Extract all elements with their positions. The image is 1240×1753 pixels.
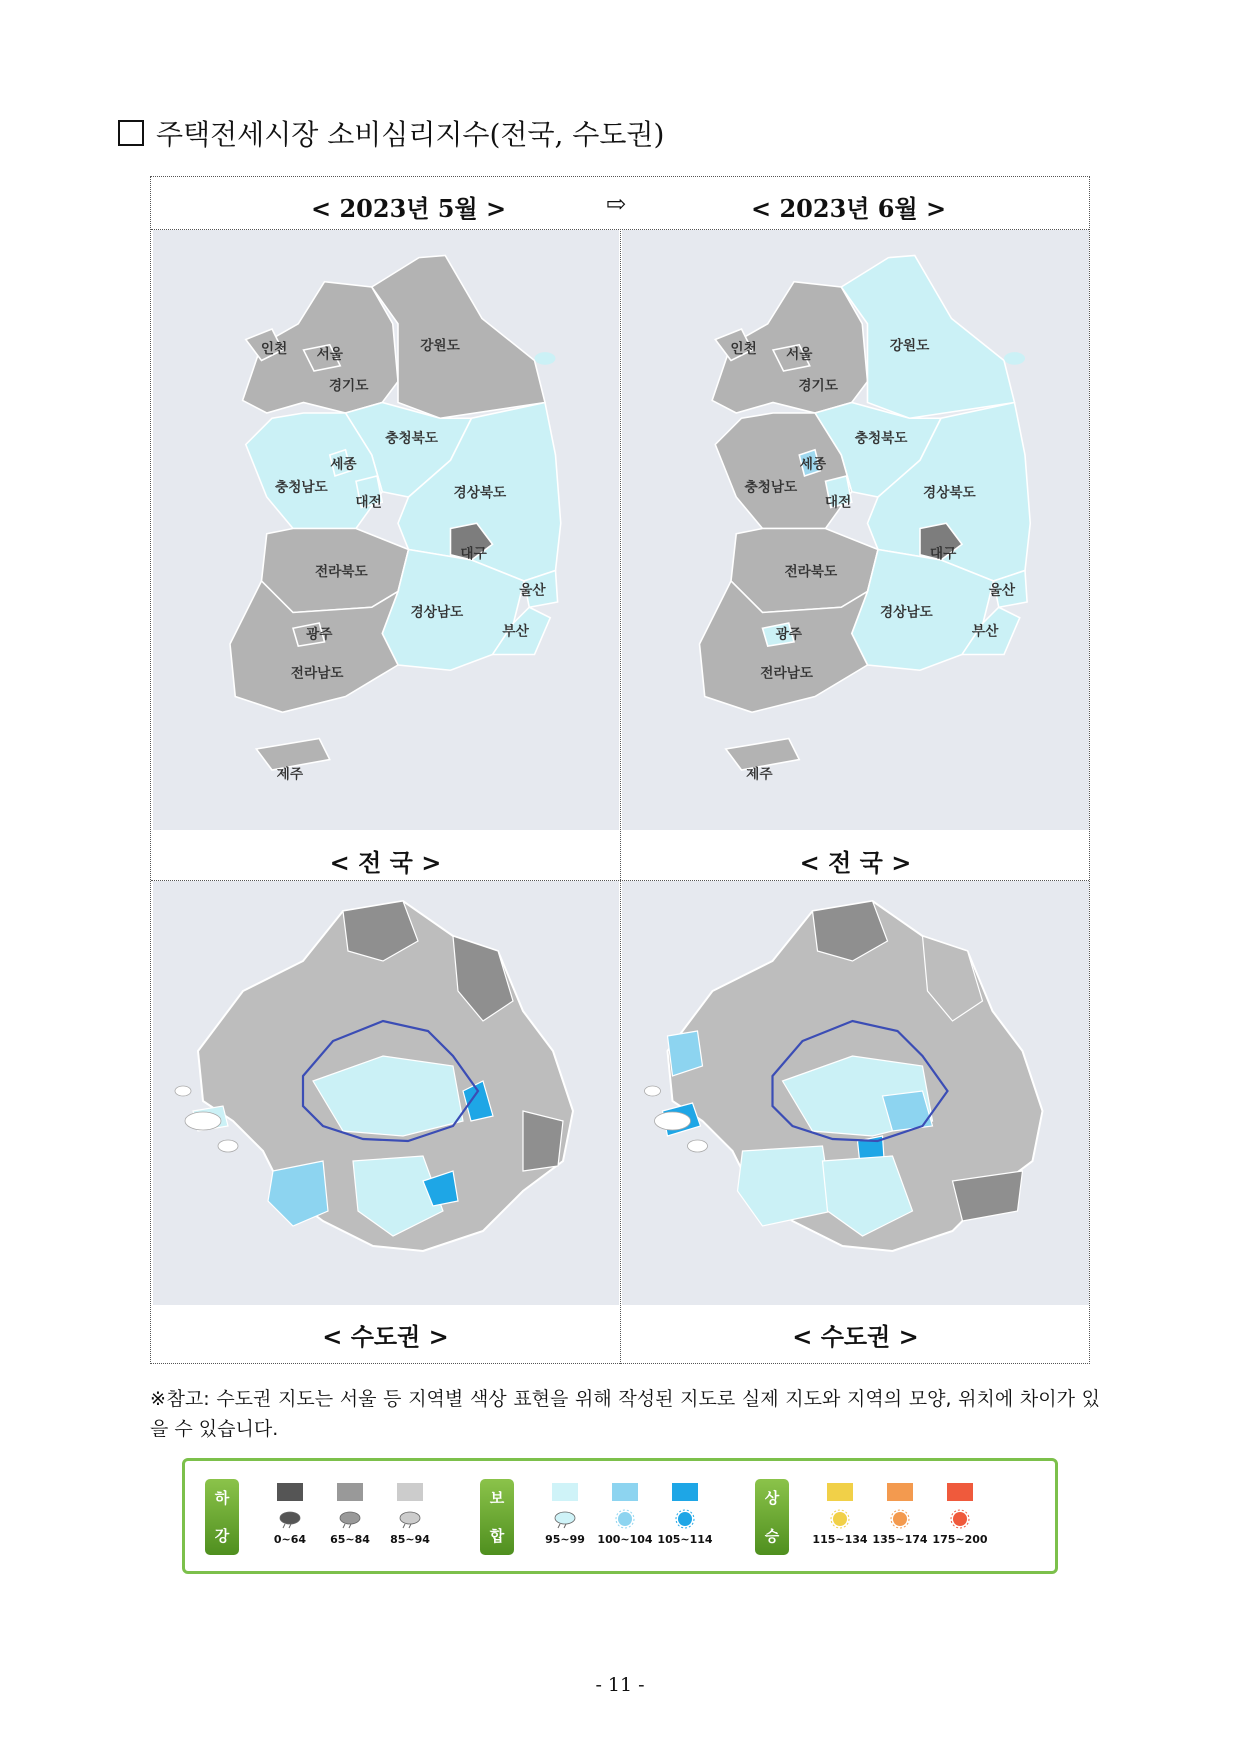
capital-map-may [153,881,619,1305]
district-5 [738,1146,833,1226]
label-sejong: 세종 [330,456,357,473]
arrow-right-icon: ⇨ [606,189,627,218]
legend-swatch [277,1483,303,1501]
island-0 [655,1112,691,1130]
index-legend [182,1458,1058,1574]
label-jeonbuk: 전라북도 [784,563,838,580]
region-gangwon [372,256,545,419]
legend-item [655,1483,715,1546]
label-jeonbuk: 전라북도 [314,563,368,580]
caption-national-june: < 전 국 > [799,848,912,877]
label-chungbuk: 충청북도 [385,430,439,447]
caption-capital-may: < 수도권 > [322,1322,449,1351]
legend-tag-char: 보 [489,1489,505,1507]
korea-map-june [622,230,1089,830]
legend-swatch [552,1483,578,1501]
checkbox-square-icon [118,120,144,146]
section-title [118,113,664,153]
label-gyeonggi: 경기도 [798,377,838,394]
legend-range: 65~84 [330,1533,370,1546]
legend-item [535,1483,595,1546]
legend-range: 85~94 [390,1533,430,1546]
legend-tag-1 [480,1479,514,1555]
capital-area-map-may [153,881,619,1305]
legend-tag-char: 하 [214,1489,230,1507]
legend-swatch [337,1483,363,1501]
label-chungnam: 충청남도 [744,479,798,496]
legend-item [870,1483,930,1546]
region-jeju [726,739,800,771]
legend-item [930,1483,990,1546]
label-gangwon: 강원도 [889,338,930,354]
label-gangwon: 강원도 [420,338,460,354]
label-daejeon: 대전 [355,494,382,511]
sun-orange-icon [887,1509,913,1529]
label-gyeongbuk: 경상북도 [453,485,507,501]
label-sejong: 세종 [799,456,827,473]
legend-item [260,1483,320,1546]
legend-tag-char: 강 [214,1527,230,1545]
island-1 [218,1140,238,1152]
label-daejeon: 대전 [824,494,852,511]
legend-range: 105~114 [657,1533,713,1546]
legend-swatch [887,1483,913,1501]
legend-swatch [612,1483,638,1501]
label-daegu: 대구 [460,545,487,562]
island-0 [185,1112,221,1130]
legend-range: 175~200 [932,1533,988,1546]
label-jeju: 제주 [746,766,773,783]
label-jeonnam: 전라남도 [290,665,344,682]
legend-range: 95~99 [545,1533,585,1546]
korea-map-may [153,230,619,830]
label-gwangju: 광주 [775,626,802,643]
national-map-june [622,230,1089,830]
legend-tag-0 [205,1479,239,1555]
reference-note: ※참고: 수도권 지도는 서울 등 지역별 색상 표현을 위해 작성된 지도로 실제 지도와 지역의 모양, 위치에 차이가 있을 수 있습니다. [150,1388,1100,1440]
island-1 [688,1140,708,1152]
caption-national-may: < 전 국 > [329,848,442,877]
label-incheon: 인천 [260,341,288,358]
sun-red-icon [947,1509,973,1529]
label-ulsan: 울산 [988,582,1016,599]
legend-item [810,1483,870,1546]
legend-item [380,1483,440,1546]
legend-tag-char: 승 [764,1527,780,1545]
legend-range: 0~64 [273,1533,307,1546]
capital-area-map-june [622,881,1089,1305]
column-divider [620,229,621,1364]
region-jeju [256,739,330,771]
label-gyeongnam: 경상남도 [879,604,933,621]
district-7 [523,1111,563,1171]
label-seoul: 서울 [316,346,343,363]
legend-swatch [827,1483,853,1501]
label-daegu: 대구 [929,545,957,562]
caption-capital-june: < 수도권 > [792,1322,919,1351]
section-title-text: 주택전세시장 소비심리지수(전국, 수도권) [156,118,665,151]
legend-range: 115~134 [812,1533,868,1546]
rain-cloud-icon [337,1509,363,1529]
label-jeju: 제주 [276,766,304,783]
island-2 [175,1086,191,1096]
label-seoul: 서울 [786,346,813,363]
legend-swatch [947,1483,973,1501]
label-jeonnam: 전라남도 [760,665,814,682]
legend-item [595,1483,655,1546]
label-gyeonggi: 경기도 [328,377,369,394]
national-map-may [153,230,619,830]
label-gyeongbuk: 경상북도 [923,485,976,501]
legend-tag-char: 상 [764,1489,780,1507]
label-gwangju: 광주 [306,626,333,643]
map-comparison-frame [150,176,1090,1364]
label-chungbuk: 충청북도 [854,430,908,447]
storm-cloud-icon [277,1509,303,1529]
label-ulsan: 울산 [519,582,546,599]
label-chungnam: 충청남도 [275,479,328,496]
legend-swatch [397,1483,423,1501]
period-header [151,177,1089,230]
label-busan: 부산 [502,623,529,640]
legend-range: 100~104 [597,1533,653,1546]
legend-tag-char: 합 [489,1527,505,1545]
label-gyeongnam: 경상남도 [410,604,464,621]
label-incheon: 인천 [730,341,757,358]
cloud-icon [552,1509,578,1529]
legend-swatch [672,1483,698,1501]
ulleung-island [535,352,556,365]
ulleung-island [1004,352,1025,365]
sun-yellow-icon [827,1509,853,1529]
region-gangwon [841,256,1014,419]
legend-item [320,1483,380,1546]
page-number: - 11 - [595,1674,645,1696]
label-busan: 부산 [971,623,999,640]
sun-blue-icon [672,1509,698,1529]
sun-pale-icon [612,1509,638,1529]
period-june: < 2023년 6월 > [751,194,947,223]
legend-range: 135~174 [872,1533,928,1546]
period-may: < 2023년 5월 > [311,194,507,223]
light-rain-cloud-icon [397,1509,423,1529]
legend-tag-2 [755,1479,789,1555]
island-2 [645,1086,661,1096]
capital-map-june [622,881,1089,1305]
